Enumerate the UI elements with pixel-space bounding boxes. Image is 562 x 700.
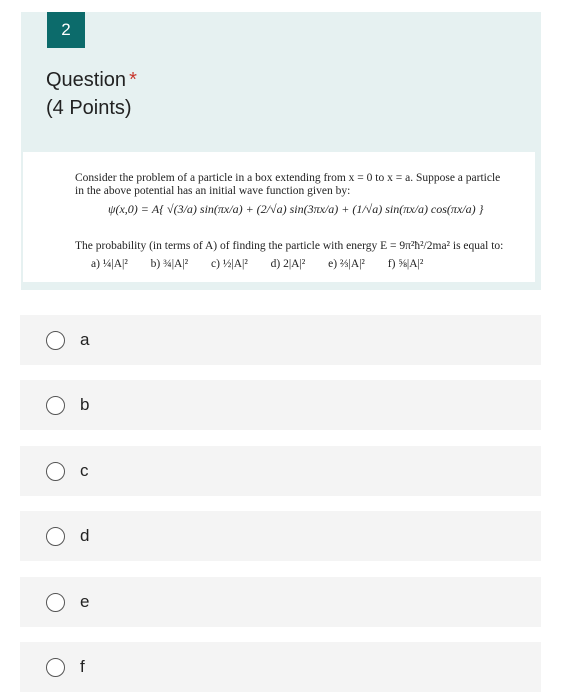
question-title [46,66,137,94]
wave-function-equation: ψ(x,0) = A{ √(3/a) sin(πx/a) + (2/√a) sin(3πx/a) + (1/√a) sin(πx/a) cos(πx/a) } [108,202,484,216]
radio-button-a[interactable] [46,331,65,350]
option-d[interactable] [20,511,541,561]
question-card [21,12,541,290]
option-label-a: a [80,330,90,349]
option-label-c: c [80,461,89,480]
question-title-text: Question [46,69,127,91]
choice-text-c: c) ½|A|² [210,258,248,270]
required-marker: * [129,69,137,91]
question-image [23,152,535,282]
option-label-d: d [80,526,90,545]
choice-text-a: a) ¼|A|² [91,258,128,270]
option-a[interactable] [20,315,541,365]
option-label-b: b [80,395,90,414]
option-label-f: f [80,657,85,676]
radio-button-e[interactable] [46,593,65,612]
radio-button-b[interactable] [46,396,65,415]
radio-button-c[interactable] [46,462,65,481]
radio-button-f[interactable] [46,658,65,677]
choice-text-d: d) 2|A|² [270,258,306,270]
question-number-badge: 2 [47,12,85,48]
option-b[interactable] [20,380,541,430]
question-text-line-2: in the above potential has an initial wave function given by: [75,185,351,197]
question-points: (4 Points) [46,97,132,119]
answer-choices-row [91,258,443,270]
choice-text-b: b) ¾|A|² [150,258,189,270]
radio-button-d[interactable] [46,527,65,546]
choice-text-e: e) ⅔|A|² [328,258,365,270]
question-text-line-1: Consider the problem of a particle in a box extending from x = 0 to x = a. Suppose a particle [75,172,501,184]
option-e[interactable] [20,577,541,627]
question-text-line-3: The probability (in terms of A) of finding the particle with energy E = 9π²ħ²/2ma² is equal to: [75,240,504,252]
option-c[interactable] [20,446,541,496]
option-label-e: e [80,592,90,611]
option-f[interactable] [20,642,541,692]
choice-text-f: f) ⅝|A|² [387,258,424,270]
